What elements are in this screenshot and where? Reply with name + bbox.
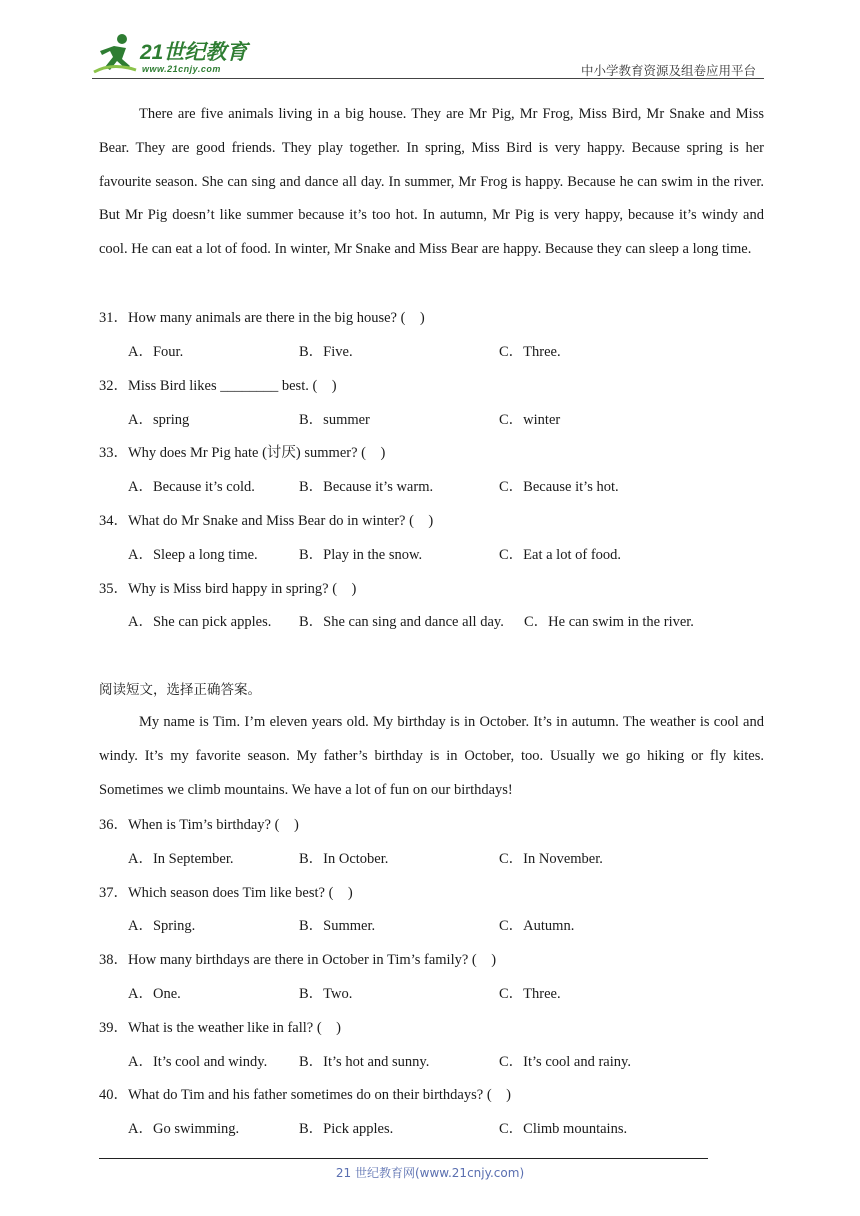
option-34-c[interactable]: C．Eat a lot of food. [499, 547, 622, 563]
option-36-b[interactable]: B．In October. [299, 851, 389, 867]
option-38-a[interactable]: A．One. [128, 986, 181, 1002]
option-32-b[interactable]: B．summer [299, 412, 370, 428]
question-38: 38．How many birthdays are there in October in Tim’s family? ( ) [99, 952, 497, 968]
question-36: 36．When is Tim’s birthday? ( ) [99, 817, 299, 833]
option-33-c[interactable]: C．Because it’s hot. [499, 479, 619, 495]
option-39-b[interactable]: B．It’s hot and sunny. [299, 1054, 430, 1070]
option-40-c[interactable]: C．Climb mountains. [499, 1121, 628, 1137]
platform-title: 中小学教育资源及组卷应用平台 [580, 63, 756, 78]
option-31-b[interactable]: B．Five. [299, 344, 353, 360]
footer-divider [99, 1158, 708, 1159]
runner-logo-icon [92, 32, 140, 78]
option-37-b[interactable]: B．Summer. [299, 918, 376, 934]
reading-passage-1: There are five animals living in a big house. They are Mr Pig, Mr Frog, Miss Bird, Mr Snake and Miss Bear. They are good friends. They play together. In spring, Miss Bird is very happy. Because spring is her favourite season. She can sing and dance all day. In summer, Mr Frog is happy. Because he can swim in the river. But Mr Pig doesn’t like summer because it’s too hot. In autumn, Mr Pig is very happy, because it’s windy and cool. He can eat a lot of food. In winter, Mr Snake and Miss Bear are happy. Because they can sleep a long time. [99, 106, 764, 258]
option-33-b[interactable]: B．Because it’s warm. [299, 479, 434, 495]
option-40-b[interactable]: B．Pick apples. [299, 1121, 394, 1137]
question-34: 34．What do Mr Snake and Miss Bear do in winter? ( ) [99, 513, 434, 529]
option-34-a[interactable]: A．Sleep a long time. [128, 547, 258, 563]
section-instruction: 阅读短文，选择正确答案。 [99, 682, 261, 698]
option-31-a[interactable]: A．Four. [128, 344, 184, 360]
logo-text: 21世纪教育 [140, 41, 248, 64]
option-37-a[interactable]: A．Spring. [128, 918, 196, 934]
option-35-b[interactable]: B．She can sing and dance all day. [299, 614, 504, 630]
option-35-c[interactable]: C．He can swim in the river. [524, 614, 694, 630]
option-35-a[interactable]: A．She can pick apples. [128, 614, 272, 630]
header-divider [92, 78, 764, 79]
option-39-c[interactable]: C．It’s cool and rainy. [499, 1054, 631, 1070]
option-37-c[interactable]: C．Autumn. [499, 918, 575, 934]
question-37: 37．Which season does Tim like best? ( ) [99, 885, 353, 901]
option-34-b[interactable]: B．Play in the snow. [299, 547, 423, 563]
option-39-a[interactable]: A．It’s cool and windy. [128, 1054, 268, 1070]
option-38-c[interactable]: C．Three. [499, 986, 561, 1002]
option-32-a[interactable]: A．spring [128, 412, 190, 428]
question-32: 32．Miss Bird likes ________ best. ( ) [99, 378, 337, 394]
question-39: 39．What is the weather like in fall? ( ) [99, 1020, 341, 1036]
reading-passage-2: My name is Tim. I’m eleven years old. My birthday is in October. It’s in autumn. The weather is cool and windy. It’s my favorite season. My father’s birthday is in October, too. Usually we go hiking or fly kites. Sometimes we climb mountains. We have a lot of fun on our birthdays! [99, 714, 764, 798]
option-33-a[interactable]: A．Because it’s cold. [128, 479, 255, 495]
option-36-c[interactable]: C．In November. [499, 851, 603, 867]
option-36-a[interactable]: A．In September. [128, 851, 234, 867]
question-35: 35．Why is Miss bird happy in spring? ( ) [99, 581, 357, 597]
page-header [92, 30, 764, 82]
question-40: 40．What do Tim and his father sometimes do on their birthdays? ( ) [99, 1087, 511, 1103]
option-31-c[interactable]: C．Three. [499, 344, 561, 360]
question-31: 31．How many animals are there in the big house? ( ) [99, 310, 425, 326]
option-32-c[interactable]: C．winter [499, 412, 561, 428]
option-38-b[interactable]: B．Two. [299, 986, 353, 1002]
question-33: 33．Why does Mr Pig hate (讨厌) summer? ( ) [99, 445, 386, 461]
logo-url: www.21cnjy.com [142, 64, 221, 74]
footer-link[interactable]: 21 世纪教育网(www.21cnjy.com) [335, 1166, 525, 1180]
option-40-a[interactable]: A．Go swimming. [128, 1121, 240, 1137]
site-logo[interactable] [92, 32, 262, 78]
